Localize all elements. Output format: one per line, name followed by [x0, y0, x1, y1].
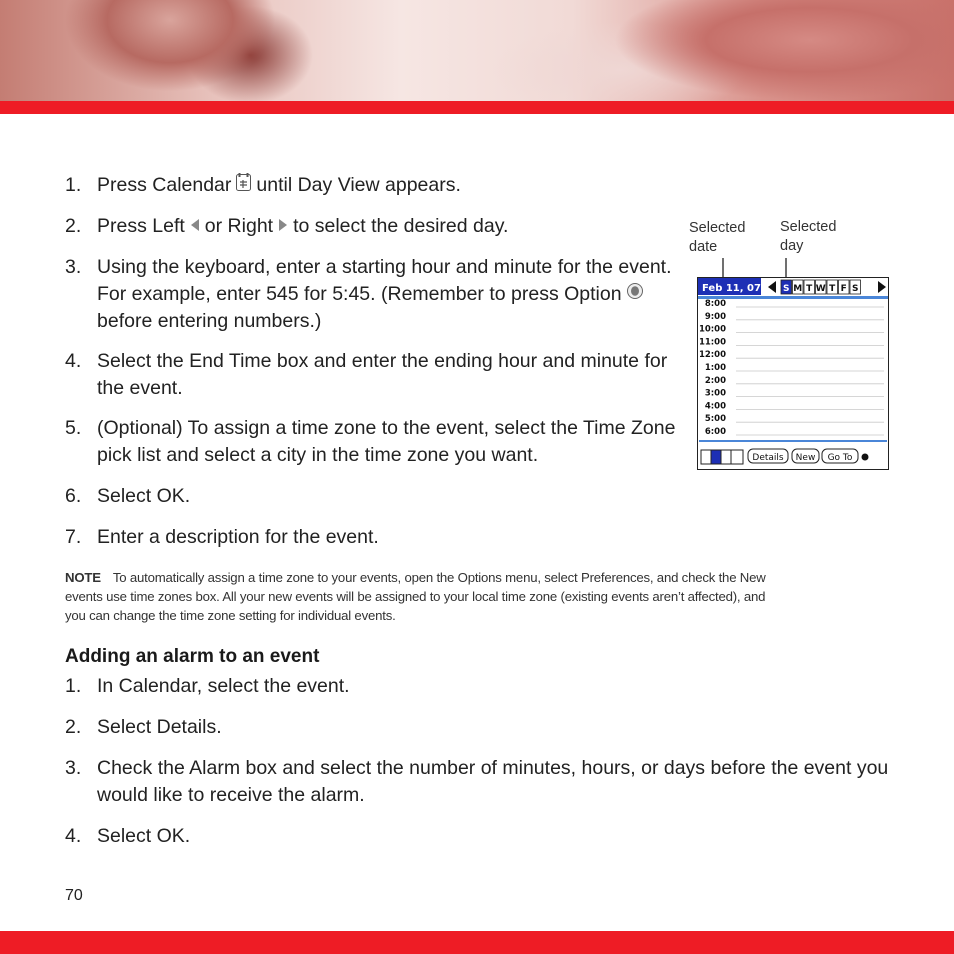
day-tab-label: S: [852, 284, 859, 294]
step-number: 6.: [65, 485, 82, 507]
step-text-part: until Day View appears.: [256, 174, 461, 197]
step-text: Select OK.: [97, 485, 191, 507]
time-slot-label: 3:00: [704, 388, 726, 399]
step-text: [97, 254, 672, 335]
option-key-icon: [626, 281, 644, 308]
time-slot-label: 11:00: [698, 337, 726, 348]
step-text-part: Press Calendar: [97, 174, 232, 197]
step-number: 4.: [65, 825, 82, 847]
time-slot-list: [699, 299, 884, 437]
callout-line: Selected: [780, 219, 837, 235]
step-number: 2.: [65, 215, 82, 237]
day-tab-label: W: [815, 284, 826, 294]
month-view-icon[interactable]: [721, 450, 731, 464]
step-text: Select Details.: [97, 716, 222, 738]
step-text: [97, 213, 508, 240]
step-number: 3.: [65, 256, 82, 278]
step-number: 1.: [65, 675, 82, 697]
toolbar-button-label: Details: [752, 453, 784, 463]
step-text: [97, 755, 888, 809]
time-slot-label: 1:00: [704, 363, 726, 373]
header-photo-banner: [0, 0, 954, 101]
step-line: Select the End Time box and enter the ending hour and minute for: [97, 350, 668, 372]
step-text: Enter a description for the event.: [97, 526, 379, 548]
callout-selected-date: [689, 219, 745, 257]
note-line: you can change the time zone setting for individual events.: [65, 608, 396, 623]
toolbar-button-label: Go To: [827, 453, 853, 463]
day-view-icon[interactable]: [701, 450, 711, 464]
calendar-icon: [235, 172, 252, 200]
time-slot-label: 4:00: [704, 401, 726, 412]
title-underline: [698, 296, 888, 299]
time-slot-label: 2:00: [704, 375, 726, 386]
step-text: [97, 172, 461, 200]
step-line: pick list and select a city in the time zone you want.: [97, 444, 539, 466]
time-slot-label: 8:00: [704, 299, 726, 309]
callout-line: day: [780, 238, 804, 254]
bottom-toolbar: [701, 449, 869, 464]
callout-selected-day: [780, 218, 836, 256]
step-line: (Optional) To assign a time zone to the event, select the Time Zone: [97, 417, 676, 439]
time-slot-label: 6:00: [704, 427, 726, 437]
step-text-part: For example, enter 545 for 5:45. (Remember to press Option: [97, 283, 622, 305]
note-line: events use time zones box. All your new events will be assigned to your local time zone (existing events aren’t affected), and: [65, 589, 766, 604]
day-tab-label: T: [806, 284, 813, 294]
time-slot-label: 9:00: [704, 311, 726, 322]
callout-line: date: [689, 239, 718, 255]
time-slot-label: 12:00: [698, 350, 726, 361]
note-block: [65, 568, 889, 625]
date-title: Feb 11, 07: [702, 283, 761, 294]
header-red-bar: [0, 101, 954, 114]
step-number: 5.: [65, 417, 82, 439]
day-tab-label: S: [783, 284, 790, 294]
step-text-part: or Right: [204, 215, 274, 237]
left-arrow-icon: [189, 213, 201, 240]
page-number: 70: [65, 887, 83, 904]
step-line: before entering numbers.): [97, 310, 322, 333]
day-tab-label: M: [793, 284, 803, 294]
calendar-screen: [698, 278, 888, 469]
bottom-divider: [699, 440, 887, 442]
note-line: [65, 568, 889, 587]
callout-line: Selected: [689, 220, 746, 236]
footer-red-bar: [0, 931, 954, 954]
prev-week-arrow-icon[interactable]: [768, 281, 776, 293]
next-week-arrow-icon[interactable]: [878, 281, 886, 293]
step-number: 3.: [65, 757, 82, 779]
day-tab-label: F: [840, 284, 847, 294]
step-line: the event.: [97, 377, 183, 399]
step-number: 1.: [65, 174, 82, 196]
step-text: Select OK.: [97, 825, 191, 847]
step-line: [97, 281, 672, 308]
right-arrow-icon: [277, 213, 289, 240]
dot-icon: [862, 454, 869, 461]
step-text: In Calendar, select the event.: [97, 675, 350, 697]
step-line: Check the Alarm box and select the number of minutes, hours, or days before the event you: [97, 757, 889, 779]
toolbar-button-label: New: [795, 453, 816, 463]
day-selector: [781, 280, 861, 294]
agenda-view-icon[interactable]: [731, 450, 743, 464]
step-line: Using the keyboard, enter a starting hour and minute for the event.: [97, 256, 672, 278]
step-number: 4.: [65, 350, 82, 372]
section-heading: Adding an alarm to an event: [65, 646, 320, 667]
step-text-part: to select the desired day.: [293, 215, 509, 237]
week-view-icon[interactable]: [711, 450, 721, 464]
note-label: NOTE: [65, 570, 101, 585]
step-text-part: Press Left: [97, 215, 185, 237]
note-text: To automatically assign a time zone to your events, open the Options menu, select Preferences, and check the New: [112, 570, 766, 585]
time-slot-label: 10:00: [698, 324, 726, 335]
calendar-day-view-screenshot: [697, 277, 889, 470]
step-line: would like to receive the alarm.: [97, 784, 365, 806]
toolbar-buttons: [748, 449, 858, 463]
step-text: [97, 348, 667, 402]
step-number: 2.: [65, 716, 82, 738]
time-slot-label: 5:00: [704, 414, 726, 425]
day-tab-label: T: [829, 284, 836, 294]
step-number: 7.: [65, 526, 82, 548]
step-text: [97, 415, 675, 469]
